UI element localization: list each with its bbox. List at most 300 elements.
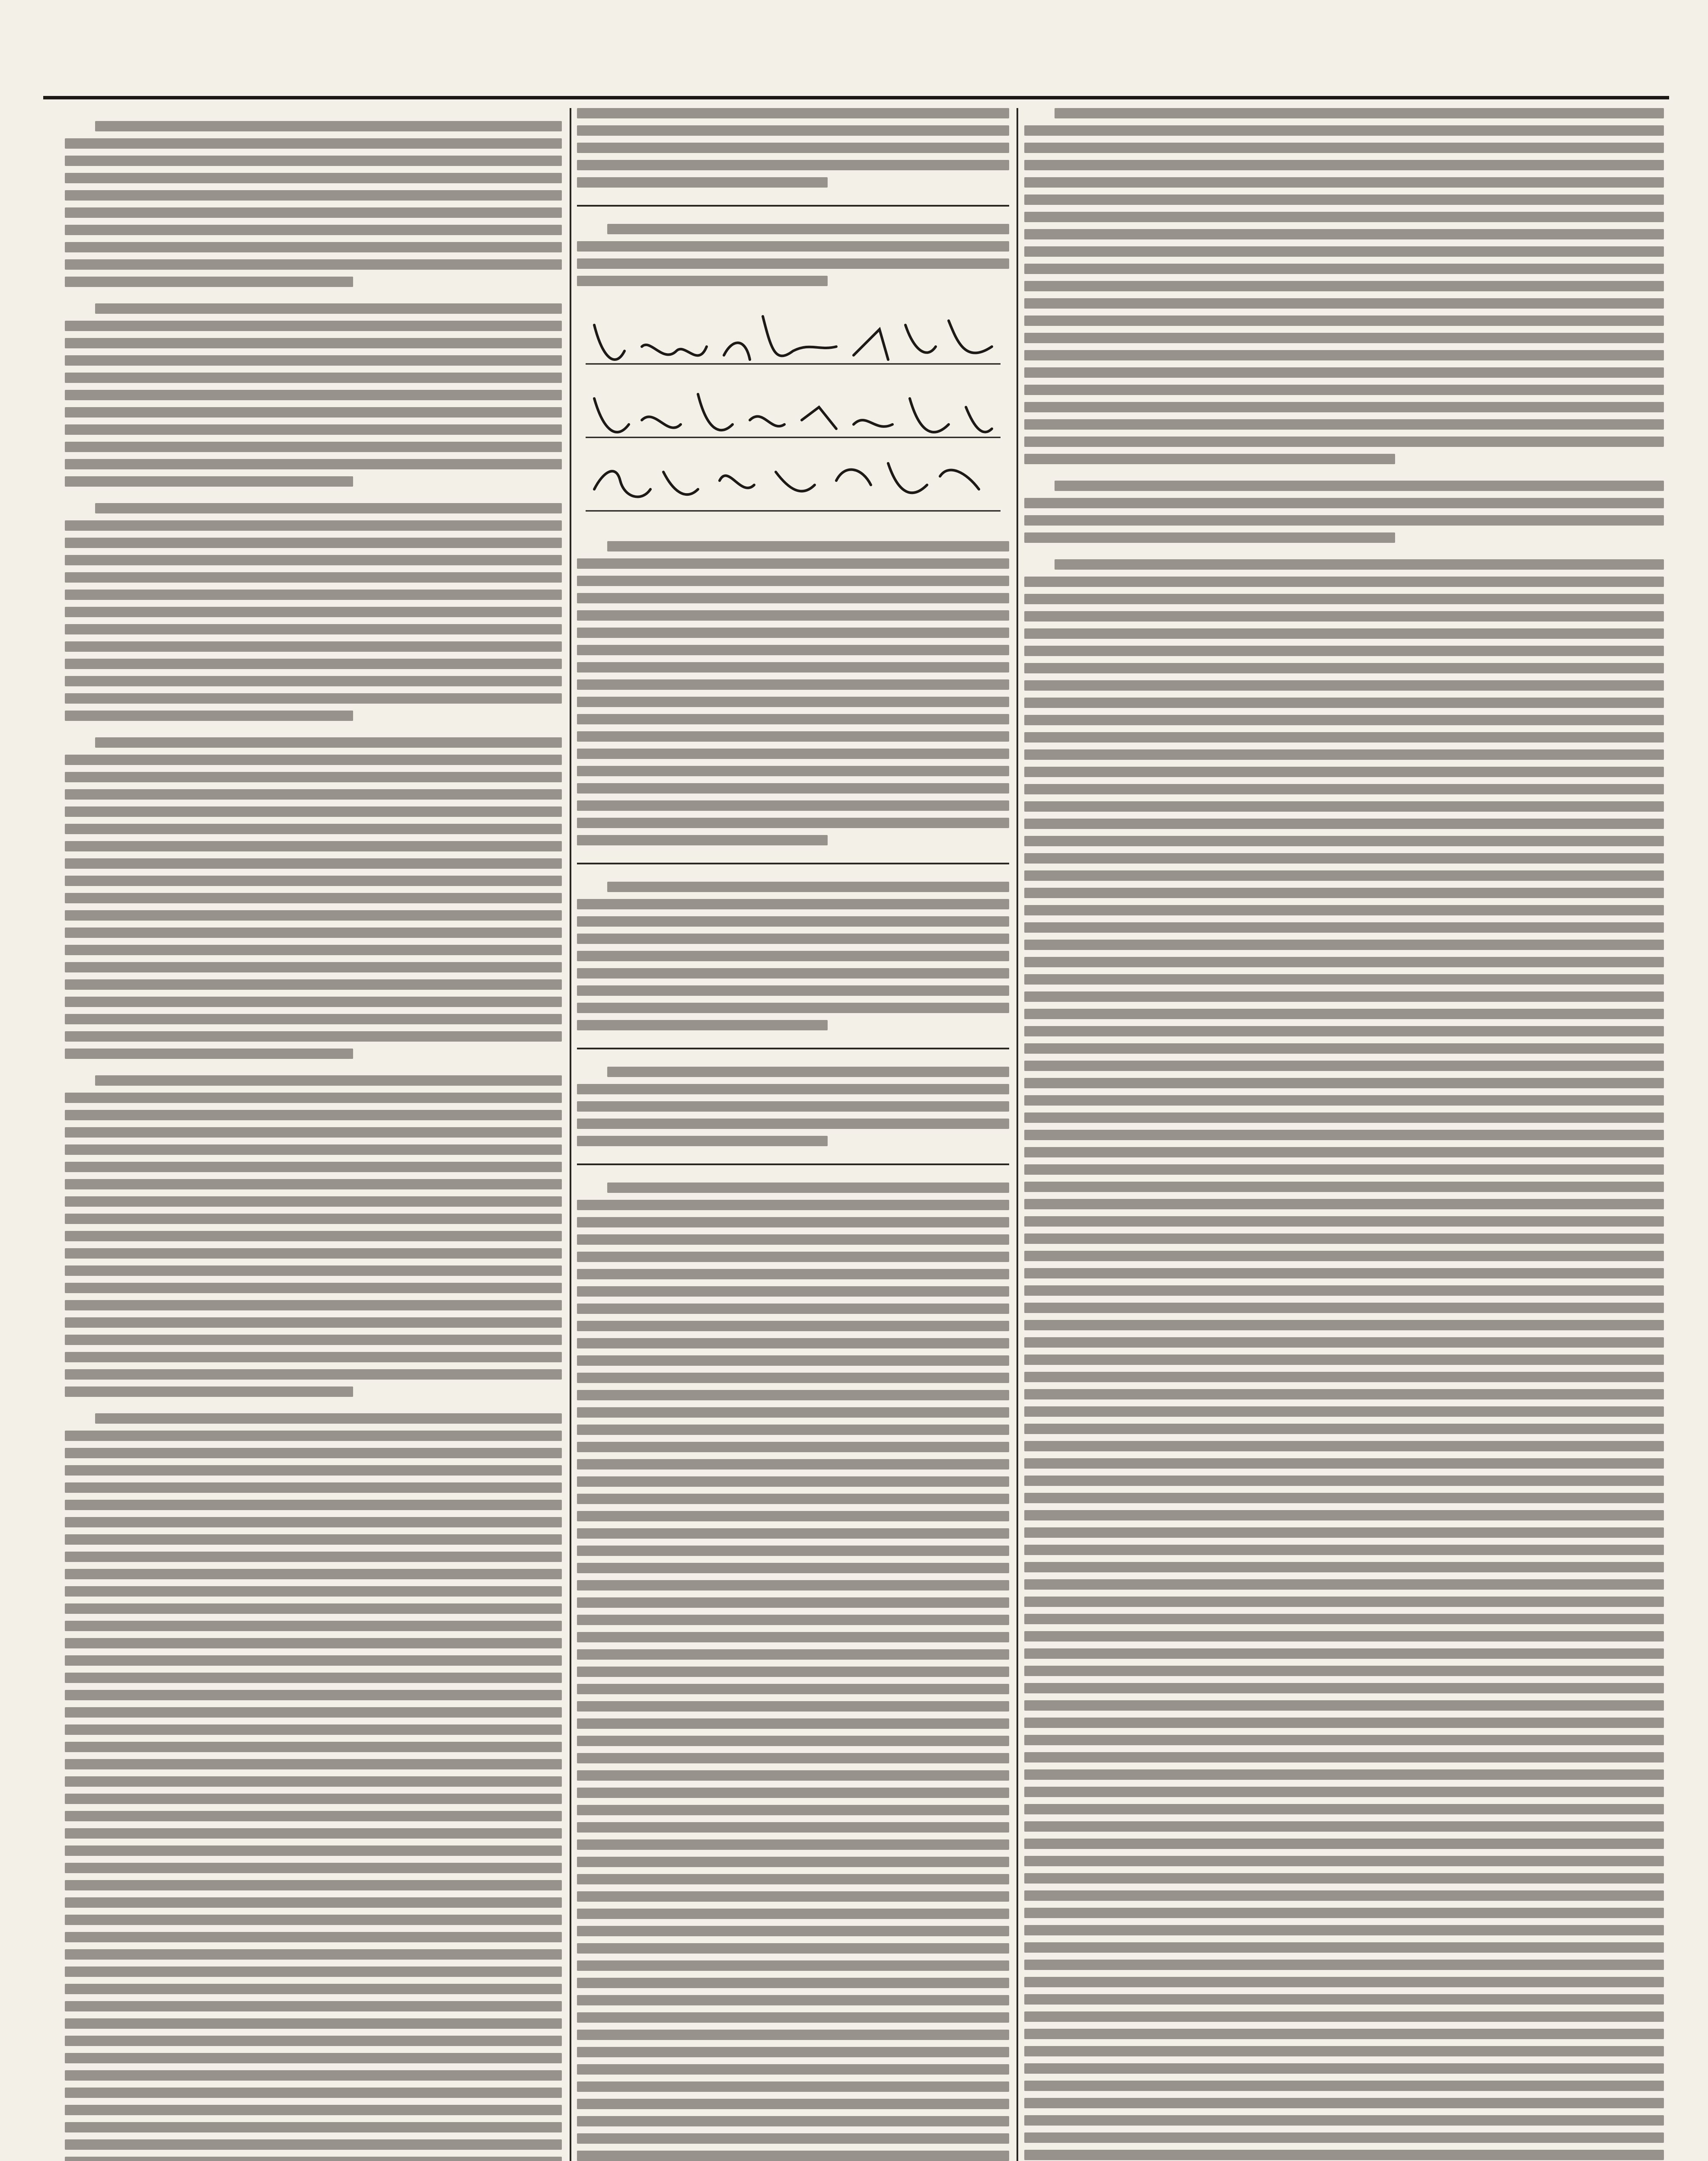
text-line [65,476,353,487]
text-line [65,156,562,166]
text-line [65,1196,562,1207]
text-line [577,125,1009,136]
text-line [95,1075,562,1086]
text-line [65,962,562,972]
text-line [577,1020,828,1030]
text-line [577,1252,1009,1262]
text-line [1024,801,1664,812]
text-line [1024,905,1664,915]
text-line [577,1286,1009,1297]
text-line [1024,281,1664,291]
text-line [1024,1769,1664,1780]
column-2 [577,108,1009,2161]
text-line [577,916,1009,927]
text-line [65,338,562,348]
text-line [1024,1856,1664,1866]
text-line [1024,125,1664,136]
text-line [65,207,562,218]
text-line [1024,1061,1664,1071]
text-line [1024,1597,1664,1607]
text-line [577,2099,1009,2109]
text-line [65,1144,562,1155]
text-line [577,1718,1009,1729]
text-line [577,1580,1009,1590]
text-line [1024,1441,1664,1451]
text-line [65,1880,562,1890]
text-line [1024,437,1664,447]
text-line [65,1049,353,1059]
text-line [65,1517,562,1527]
text-line [65,572,562,583]
text-line [1024,1579,1664,1590]
text-line [65,1179,562,1189]
text-line [65,1482,562,1493]
text-line [65,1231,562,1241]
text-line [1024,2150,1664,2160]
text-line [577,1597,1009,1608]
text-line [577,2133,1009,2144]
text-line [1024,715,1664,725]
text-line [1024,1718,1664,1728]
text-line [1024,1821,1664,1832]
text-line [95,1413,562,1424]
text-line [65,659,562,669]
text-line [1055,559,1664,570]
text-line [607,224,1009,234]
text-line [577,697,1009,707]
text-line [65,538,562,548]
text-line [1024,1908,1664,1918]
text-line [65,390,562,400]
text-line [577,1234,1009,1245]
text-line [65,1214,562,1224]
text-line [577,628,1009,638]
text-line [577,714,1009,724]
text-line [65,1248,562,1259]
article-separator [577,205,1009,207]
text-line [65,1014,562,1024]
text-line [65,1369,562,1380]
text-line [1024,940,1664,950]
text-line [1024,767,1664,777]
text-line [1024,1562,1664,1572]
text-line [577,1874,1009,1884]
text-line [65,1621,562,1631]
text-line [577,2012,1009,2023]
text-line [1024,1424,1664,1434]
text-line [1024,143,1664,153]
text-line [577,1788,1009,1798]
text-line [1024,1182,1664,1192]
text-line [65,1967,562,1977]
text-line [65,1949,562,1960]
text-line [1024,1648,1664,1659]
text-line [1024,1493,1664,1503]
text-line [65,641,562,652]
text-line [577,1269,1009,1279]
text-line [577,1101,1009,1112]
text-line [1024,229,1664,239]
text-line [1024,1164,1664,1175]
text-line [577,1891,1009,1902]
text-line [1024,1735,1664,1745]
text-line [577,1667,1009,1677]
text-line [1024,663,1664,673]
text-line [607,1067,1009,1077]
text-line [577,679,1009,690]
text-line [577,800,1009,811]
text-line [577,1119,1009,1129]
text-line [65,173,562,183]
text-line [65,693,562,704]
text-line [65,1317,562,1328]
text-line [1024,1994,1664,2005]
text-line [577,1822,1009,1833]
text-line [65,2070,562,2081]
text-line [577,1476,1009,1487]
text-line [95,503,562,513]
text-line [65,1386,353,1397]
masthead [52,48,1656,91]
text-line [577,1753,1009,1763]
text-line [577,1736,1009,1746]
text-line [1024,402,1664,412]
text-line [65,1110,562,1120]
text-line [577,2116,1009,2126]
text-line [607,882,1009,892]
text-line [1024,1839,1664,1849]
article-separator [577,1048,1009,1049]
text-line [65,979,562,990]
text-line [1024,680,1664,691]
text-line [577,1546,1009,1556]
text-line [65,1707,562,1718]
text-line [577,241,1009,252]
text-line [65,373,562,383]
text-line [1024,1406,1664,1417]
text-line [1024,2115,1664,2126]
text-line [577,1563,1009,1573]
text-line [1024,698,1664,708]
text-line [577,1373,1009,1383]
text-line [65,2122,562,2132]
text-line [1024,350,1664,360]
column-1 [65,108,562,2161]
text-line [65,772,562,782]
text-line [577,1926,1009,1936]
text-line [1024,1268,1664,1278]
text-line [1024,385,1664,395]
text-line [577,2151,1009,2161]
text-line [577,2047,1009,2057]
text-line [65,876,562,886]
text-line [1024,160,1664,170]
text-line [65,2139,562,2150]
text-line [65,1984,562,1994]
text-line [95,303,562,314]
text-line [65,1465,562,1476]
text-line [1024,2132,1664,2143]
text-line [1024,611,1664,622]
text-line [577,1425,1009,1435]
section-1-body [577,882,1009,1030]
text-line [65,555,562,565]
text-line [1024,1216,1664,1227]
text-line [577,177,828,188]
text-line [65,1127,562,1138]
text-line [577,1684,1009,1694]
text-line [1024,1614,1664,1624]
text-line [65,841,562,851]
text-line [577,1615,1009,1625]
text-line [577,985,1009,996]
text-line [1024,577,1664,587]
text-line [607,1182,1009,1193]
article-separator [577,863,1009,864]
box-article-intro [577,224,1009,286]
text-line [1024,1510,1664,1520]
text-line [1024,974,1664,985]
text-line [65,1932,562,1942]
text-line [577,2030,1009,2040]
text-line [65,1845,562,1856]
text-line [1024,1285,1664,1296]
text-line [1024,1199,1664,1209]
text-line [1024,1666,1664,1676]
text-line [65,858,562,869]
text-line [577,899,1009,909]
text-line [1055,108,1664,118]
text-line [65,1897,562,1908]
text-line [1024,1355,1664,1365]
text-line [1024,1112,1664,1123]
text-line [1024,1026,1664,1036]
text-line [1024,298,1664,309]
text-line [577,558,1009,569]
text-line [1024,853,1664,864]
text-line [65,2018,562,2029]
text-line [65,824,562,834]
text-line [577,1770,1009,1781]
text-line [65,1811,562,1821]
text-line [1024,419,1664,430]
text-line [577,1943,1009,1954]
text-line [65,1265,562,1276]
text-line [1024,2098,1664,2108]
text-line [577,1407,1009,1418]
text-line [577,160,1009,170]
text-line [1024,1372,1664,1382]
text-line [1024,1942,1664,1953]
text-line [65,1031,562,1042]
text-line [1024,1873,1664,1884]
text-line [577,1494,1009,1504]
article-1-body [65,121,562,2161]
text-line [607,541,1009,551]
text-line [1024,749,1664,760]
text-line [577,1355,1009,1366]
text-line [65,2001,562,2011]
text-line [65,806,562,817]
text-line [1024,2063,1664,2074]
text-line [65,1690,562,1700]
text-line [1024,515,1664,526]
text-line [65,190,562,201]
text-line [65,928,562,938]
text-line [65,1093,562,1103]
text-line [577,1200,1009,1210]
text-line [65,755,562,765]
text-line [65,138,562,149]
text-line [65,997,562,1007]
text-line [1024,2046,1664,2056]
text-line [65,1673,562,1683]
text-line [1024,594,1664,604]
text-line [577,1649,1009,1660]
text-line [1024,498,1664,508]
text-line [65,1335,562,1345]
text-line [1024,367,1664,378]
text-line [1024,784,1664,794]
text-line [65,1603,562,1614]
text-line [1024,1476,1664,1486]
text-line [65,1569,562,1579]
text-line [577,593,1009,603]
text-line [65,424,562,435]
text-line [1024,1925,1664,1935]
article-separator [577,1163,1009,1165]
text-line [65,1724,562,1735]
text-line [577,276,828,286]
text-line [577,1003,1009,1013]
text-line [577,951,1009,961]
text-line [577,1390,1009,1400]
text-line [1024,2011,1664,2022]
text-line [577,731,1009,742]
text-line [1024,194,1664,205]
text-line [65,1431,562,1441]
text-line [577,1839,1009,1850]
text-line [577,1805,1009,1815]
text-line [65,893,562,903]
text-line [65,1655,562,1666]
text-line [95,737,562,748]
article-1-continuation [577,108,1009,188]
text-line [577,662,1009,673]
text-line [1024,246,1664,257]
text-line [65,2157,562,2161]
text-line [577,143,1009,153]
text-line [95,121,562,131]
text-line [577,1528,1009,1539]
section-3-body [577,1182,1009,2161]
text-line [577,1857,1009,1867]
text-line [65,1742,562,1752]
text-line [577,610,1009,621]
text-line [1024,1458,1664,1469]
text-line [1024,628,1664,639]
text-line [1024,1233,1664,1244]
text-line [577,818,1009,828]
text-line [577,1338,1009,1348]
text-line [65,1828,562,1839]
text-line [1024,264,1664,274]
text-line [577,645,1009,655]
text-line [1024,1545,1664,1555]
masthead-rule [43,96,1669,99]
section-2-body [577,1067,1009,1146]
text-line [65,442,562,452]
text-line [577,835,828,845]
text-line [1024,454,1395,464]
text-line [65,355,562,366]
text-line [1024,316,1664,326]
text-line [65,711,353,721]
text-line [577,108,1009,118]
text-line [577,258,1009,269]
text-line [1024,1130,1664,1140]
text-line [1024,1078,1664,1088]
text-line [1024,532,1395,543]
text-line [1024,1337,1664,1348]
text-line [65,1794,562,1804]
text-line [1024,1977,1664,1987]
text-line [1024,1389,1664,1399]
text-line [65,1552,562,1562]
text-line [65,520,562,531]
text-line [65,1863,562,1873]
text-line [65,2088,562,2098]
column-3 [1024,108,1664,2161]
column-divider-1 [570,108,571,2161]
text-line [577,1701,1009,1712]
text-line [65,910,562,921]
text-line [1024,1043,1664,1054]
text-line [65,407,562,418]
text-line [65,1534,562,1545]
text-line [1055,481,1664,491]
text-line [577,2064,1009,2075]
text-line [65,259,562,270]
text-line [577,783,1009,794]
text-line [577,1995,1009,2005]
text-line [577,934,1009,944]
text-line [1024,1320,1664,1330]
text-line [1024,1890,1664,1901]
text-line [577,1304,1009,1314]
text-line [577,1442,1009,1452]
text-line [65,1162,562,1172]
stenography-samples [577,299,1009,524]
text-line [65,676,562,686]
text-line [577,1217,1009,1227]
text-line [1024,922,1664,933]
text-line [1024,888,1664,898]
text-line [65,1638,562,1648]
text-line [577,1084,1009,1094]
text-line [1024,333,1664,343]
text-line [65,321,562,331]
text-line [1024,1009,1664,1019]
text-line [577,968,1009,979]
text-line [1024,1804,1664,1814]
text-line [1024,1683,1664,1693]
text-line [577,1978,1009,1988]
text-line [65,624,562,634]
text-line [65,945,562,955]
text-line [1024,1095,1664,1106]
text-line [65,1448,562,1458]
